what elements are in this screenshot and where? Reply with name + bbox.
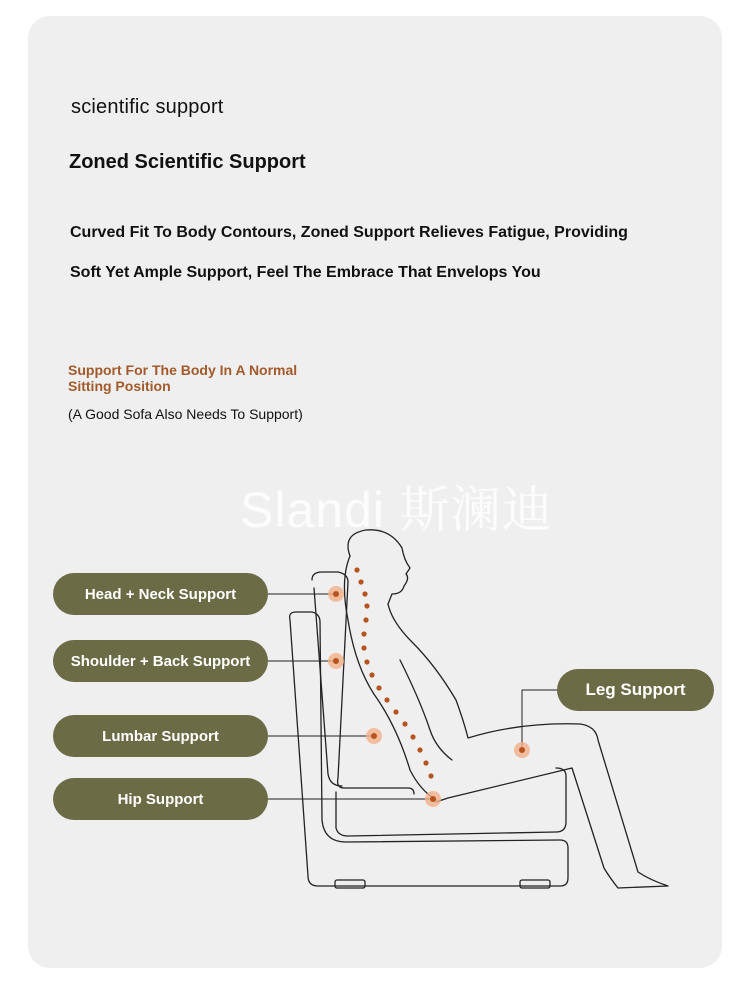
page-heading: Zoned Scientific Support	[69, 151, 306, 173]
subsection-note: (A Good Sofa Also Needs To Support)	[68, 406, 303, 422]
person-back	[344, 556, 436, 800]
head-neck-support-label: Head + Neck Support	[53, 573, 268, 615]
leg-support-label: Leg Support	[557, 669, 714, 711]
hip-support-label: Hip Support	[53, 778, 268, 820]
lumbar-support-label: Lumbar Support	[53, 715, 268, 757]
sofa-foot-left	[335, 880, 365, 888]
sofa-foot-right	[520, 880, 550, 888]
subsection-title: Support For The Body In A Normal Sitting Position	[68, 362, 298, 394]
person-head	[348, 530, 410, 604]
description-line-2: Soft Yet Ample Support, Feel The Embrace That Envelops You	[70, 264, 541, 281]
shoulder-back-support-label: Shoulder + Back Support	[53, 640, 268, 682]
brand-watermark: Slandi 斯澜迪	[240, 482, 553, 538]
section-tagline: scientific support	[71, 96, 224, 118]
person-arm	[400, 660, 452, 760]
description-line-1: Curved Fit To Body Contours, Zoned Support Relieves Fatigue, Providing	[70, 224, 628, 241]
support-markers	[328, 586, 530, 807]
spine-dots	[354, 567, 433, 778]
